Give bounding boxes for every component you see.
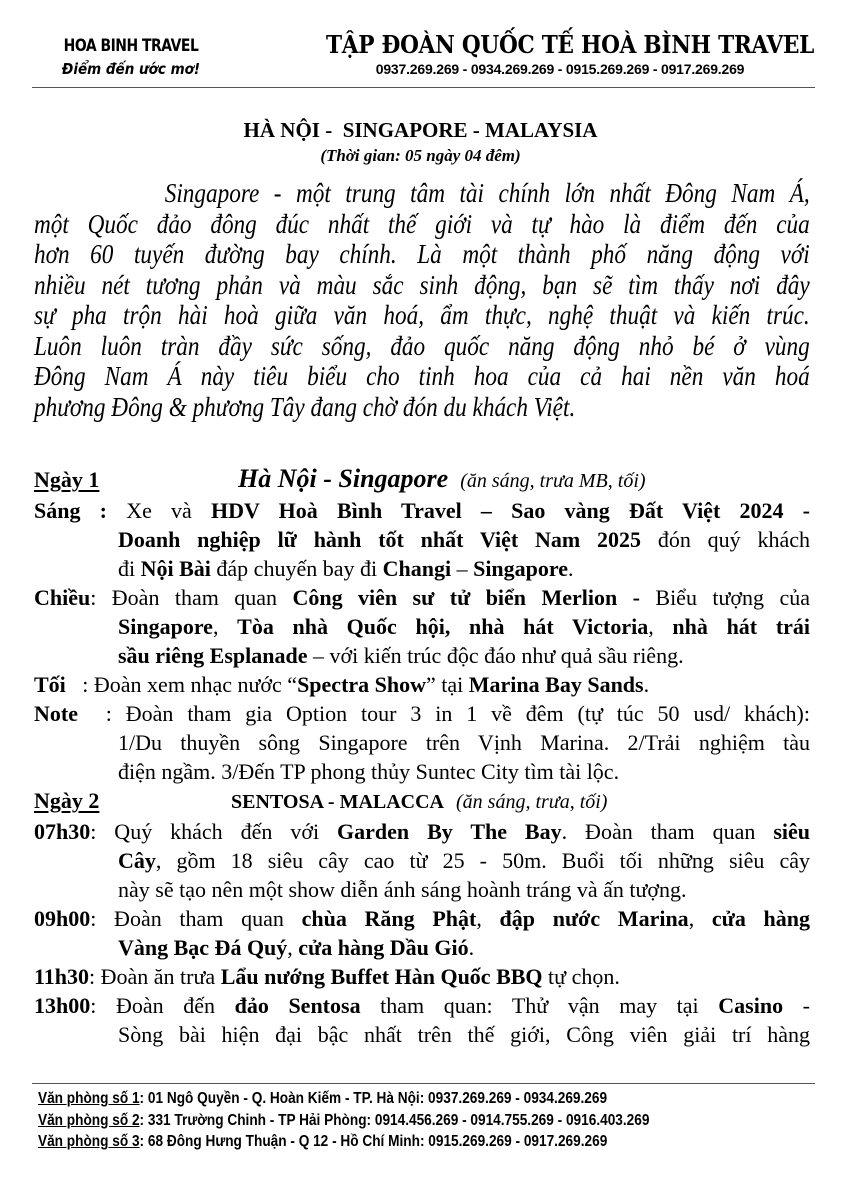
day1-label: Ngày 1 — [34, 467, 100, 492]
bold-text: Garden By The Bay — [337, 819, 562, 844]
day2-label: Ngày 2 — [34, 788, 100, 813]
office-line — [38, 1088, 724, 1110]
text: : Đoàn tham gia Option tour 3 in 1 về đêm (tự túc 50 usd/ khách): — [77, 701, 810, 726]
office-details: : 68 Đông Hưng Thuận - Q 12 - Hồ Chí Minh: 0915.269.269 - 0917.269.269 — [139, 1133, 608, 1150]
intro-line: phương Đông & phương Tây đang chờ đón du khách Việt. — [34, 391, 576, 422]
text: 1/Du thuyền sông Singapore trên Vịnh Marina. 2/Trải nghiệm tàu — [118, 730, 810, 755]
bold-text: Lẩu nướng Buffet Hàn Quốc BBQ — [220, 964, 543, 989]
note-label: Note — [34, 701, 78, 726]
text: Biểu tượng của — [639, 585, 810, 610]
day2-0900 — [34, 904, 810, 962]
bold-text: nhà hát trái — [672, 614, 811, 639]
text: : Đoàn tham quan — [90, 585, 293, 610]
text: , — [648, 614, 673, 639]
day1-title: Hà Nội - Singapore — [238, 464, 449, 493]
text: : Đoàn đến — [90, 993, 235, 1018]
bold-text: Nội Bài — [140, 556, 211, 581]
day2-0730 — [34, 817, 810, 904]
text: điện ngầm. 3/Đến TP phong thủy Suntec City tìm tài lộc. — [118, 759, 620, 784]
text: . — [468, 935, 475, 960]
bold-text: HDV Hoà Bình Travel – Sao vàng Đất Việt 2024 - — [211, 498, 810, 523]
bold-text: Singapore — [473, 556, 569, 581]
text: . — [568, 556, 574, 581]
day1-note — [34, 699, 810, 786]
header-phones: 0937.269.269 - 0934.269.269 - 0915.269.269 - 0917.269.269 — [375, 61, 745, 77]
evening-label: Tối — [34, 672, 66, 697]
bold-text: chùa Răng Phật — [301, 906, 477, 931]
brand-block — [36, 36, 226, 78]
bold-text: Doanh nghiệp lữ hành tốt nhất Việt Nam 2025 — [118, 527, 642, 552]
text: đón quý khách — [641, 527, 810, 552]
text: , — [476, 906, 500, 931]
morning-label: Sáng : — [34, 498, 127, 523]
corporation-block — [300, 30, 820, 77]
office-label: Văn phòng số 1 — [38, 1090, 140, 1107]
bold-text: Công viên sư tử biển Merlion - — [292, 585, 640, 610]
text: tham quan: Thử vận may tại — [360, 993, 719, 1018]
bold-text: sầu riêng Esplanade — [118, 643, 308, 668]
intro-line: sự pha trộn hài hoà giữa văn hoá, ẩm thực, nghệ thuật và kiến trúc. — [34, 300, 810, 330]
time-label: 11h30 — [34, 964, 90, 989]
text: , — [287, 935, 299, 960]
text: : Đoàn ăn trưa — [89, 964, 221, 989]
office-details: : 01 Ngô Quyền - Q. Hoàn Kiếm - TP. Hà Nội: 0937.269.269 - 0934.269.269 — [139, 1090, 608, 1107]
day1-header — [34, 464, 810, 496]
intro-line: Luôn luôn tràn đầy sức sống, đảo quốc năng động nhỏ bé ở vùng — [34, 330, 810, 361]
afternoon-label: Chiều — [34, 585, 91, 610]
text: : Quý khách đến với — [90, 819, 338, 844]
time-label: 07h30 — [34, 819, 91, 844]
bold-text: cửa hàng Dầu Gió — [298, 935, 469, 960]
text: , gồm 18 siêu cây cao từ 25 - 50m. Buổi tối những siêu cây — [155, 848, 810, 873]
intro-paragraph — [34, 178, 810, 422]
office-line — [38, 1131, 724, 1153]
bold-text: Tòa nhà Quốc hội, nhà hát Victoria — [237, 614, 649, 639]
bold-text: Singapore — [118, 614, 213, 639]
text: : Đoàn xem nhạc nước “ — [65, 672, 298, 697]
text: ” tại — [426, 672, 469, 697]
text: - — [783, 993, 811, 1018]
tour-duration: (Thời gian: 05 ngày 04 đêm) — [320, 146, 521, 165]
time-label: 13h00 — [34, 993, 91, 1018]
bold-text: Casino — [718, 993, 784, 1018]
day1-meals: (ăn sáng, trưa MB, tối) — [460, 470, 646, 492]
text: . — [643, 672, 650, 697]
bold-text: đập nước Marina — [499, 906, 689, 931]
bold-text: Cây — [118, 848, 156, 873]
day2-header — [34, 786, 810, 817]
intro-line: Đông Nam Á này tiêu biểu cho tinh hoa của cả hai nền văn hoá — [34, 361, 810, 391]
day2-1300 — [34, 991, 810, 1049]
text: , — [212, 614, 238, 639]
text: Xe và — [126, 498, 211, 523]
text: : Đoàn tham quan — [90, 906, 302, 931]
bold-text: Marina Bay Sands — [468, 672, 644, 697]
bold-text: Changi — [382, 556, 452, 581]
bold-text: Vàng Bạc Đá Quý — [118, 935, 288, 960]
brand-slogan: Điểm đến ước mơ! — [61, 60, 201, 78]
text: – — [451, 556, 474, 581]
day1-evening — [34, 670, 810, 699]
bold-text: cửa hàng — [711, 906, 811, 931]
day2-1130 — [34, 962, 810, 991]
bold-text: đảo Sentosa — [234, 993, 361, 1018]
itinerary — [34, 464, 810, 1049]
text: này sẽ tạo nên một show diễn ánh sáng hoành tráng và ấn tượng. — [118, 877, 687, 902]
text: tự chọn. — [542, 964, 620, 989]
text: Sòng bài hiện đại bậc nhất trên thế giới, Công viên giải trí hàng — [118, 1022, 810, 1047]
text: . Đoàn tham quan — [561, 819, 774, 844]
text: đáp chuyến bay đi — [210, 556, 383, 581]
office-addresses — [38, 1088, 818, 1153]
bold-text: siêu — [773, 819, 810, 844]
text: – với kiến trúc độc đáo như quả sầu riêng. — [307, 643, 684, 668]
time-label: 09h00 — [34, 906, 91, 931]
day2-meals: (ăn sáng, trưa, tối) — [456, 791, 608, 813]
intro-line: nhiều nét tương phản và màu sắc sinh động, bạn sẽ tìm thấy nơi đây — [34, 269, 810, 300]
text: , — [688, 906, 712, 931]
intro-line: Singapore - một trung tâm tài chính lớn nhất Đông Nam Á, — [164, 178, 810, 208]
tour-title: HÀ NỘI - SINGAPORE - MALAYSIA — [243, 118, 598, 142]
intro-line: một Quốc đảo đông đúc nhất thế giới và tự hào là điểm đến của — [34, 208, 810, 239]
office-label: Văn phòng số 3 — [38, 1133, 140, 1150]
header-divider — [32, 87, 815, 88]
office-line — [38, 1110, 724, 1132]
brand-name: HOA BINH TRAVEL — [63, 36, 199, 56]
office-details: : 331 Trường Chinh - TP Hải Phòng: 0914.456.269 - 0914.755.269 - 0916.403.269 — [139, 1111, 650, 1129]
corporation-name: TẬP ĐOÀN QUỐC TẾ HOÀ BÌNH TRAVEL — [326, 30, 815, 59]
intro-line: hơn 60 tuyến đường bay chính. Là một thành phố năng động với — [34, 239, 810, 269]
day1-morning — [34, 496, 810, 583]
office-label: Văn phòng số 2 — [38, 1111, 140, 1129]
day1-afternoon — [34, 583, 810, 670]
text: đi — [118, 556, 141, 581]
bold-text: Spectra Show — [297, 672, 427, 697]
day2-title: SENTOSA - MALACCA — [231, 791, 444, 813]
footer-divider — [32, 1083, 815, 1084]
